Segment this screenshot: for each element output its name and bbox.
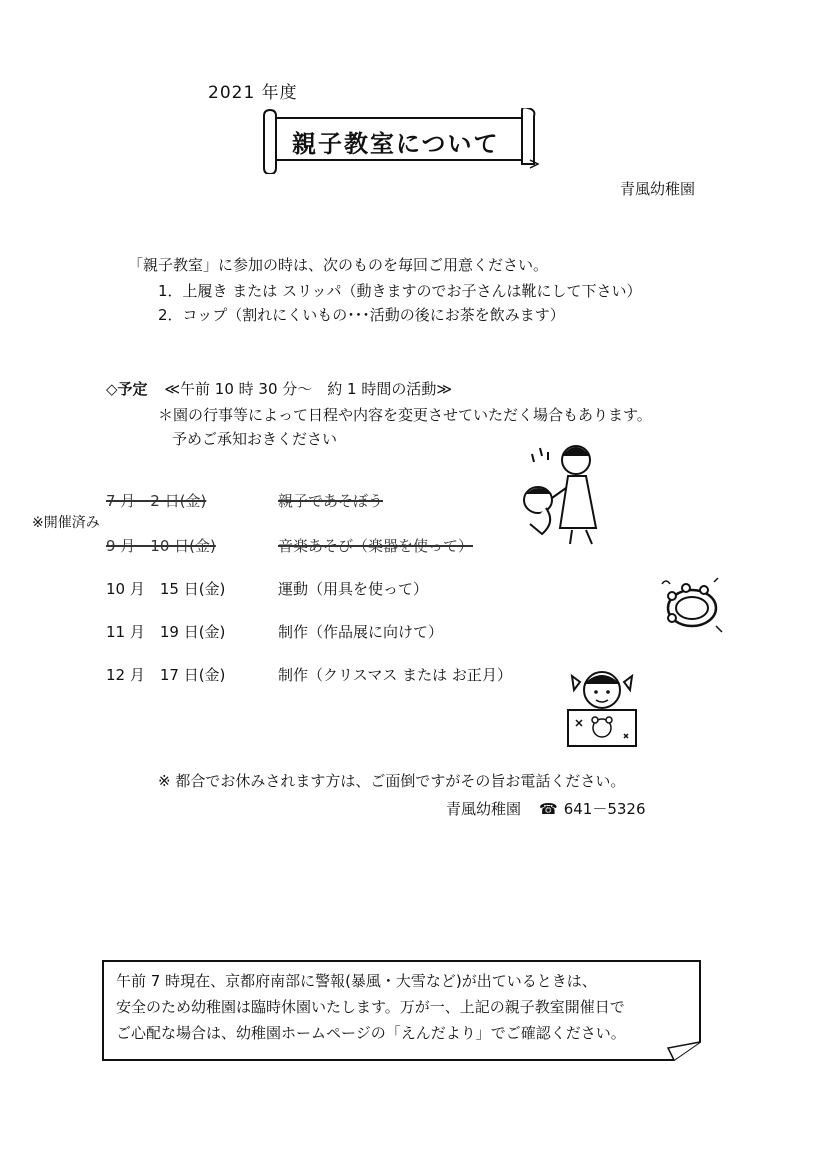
contact-line — [446, 798, 646, 819]
row-date: 7 月 2 日(金) — [106, 492, 207, 510]
row-activity: 制作（作品展に向けて） — [278, 623, 444, 641]
row-activity: 音楽あそび（楽器を使って） — [278, 537, 474, 555]
schedule-row-4 — [106, 621, 443, 642]
row-date: 9 月 10 日(金) — [106, 537, 216, 555]
organization-name: 青風幼稚園 — [620, 180, 696, 198]
row-activity: 運動（用具を使って） — [278, 580, 429, 598]
row-date: 10 月 15 日(金) — [106, 580, 226, 598]
schedule-row-1 — [106, 490, 383, 511]
schedule-row-3 — [106, 578, 428, 599]
contact-org: 青風幼稚園 — [446, 800, 522, 818]
row-date: 11 月 19 日(金) — [106, 623, 226, 641]
intro-lead: 「親子教室」に参加の時は、次のものを毎回ご用意ください。 — [128, 256, 549, 274]
schedule-time: ≪午前 10 時 30 分～ 約 1 時間の活動≫ — [164, 380, 453, 398]
schedule-heading — [106, 378, 452, 399]
item-cup: 2．コップ（割れにくいもの･･･活動の後にお茶を飲みます） — [158, 306, 565, 324]
notice-line-3: ご心配な場合は、幼稚園ホームページの「えんだより」でご確認ください。 — [116, 1024, 626, 1042]
tambourine-icon — [658, 574, 724, 634]
notice-line-1: 午前 7 時現在、京都府南部に警報(暴風・大雪など)が出ているときは、 — [116, 972, 597, 990]
contact-phone: 641－5326 — [563, 800, 646, 818]
fiscal-year: 2021 年度 — [208, 83, 298, 103]
schedule-row-2 — [106, 535, 473, 556]
held-mark: ※開催済み — [32, 515, 100, 531]
schedule-note-2: 予めご承知おきください — [172, 430, 338, 448]
absence-note: ※ 都合でお休みされます方は、ご面倒ですがその旨お電話ください。 — [158, 772, 626, 790]
page-title: 親子教室について — [292, 130, 500, 158]
schedule-note: ＊園の行事等によって日程や内容を変更させていただく場合もあります。 — [158, 406, 652, 424]
child-with-bear-picture-icon — [562, 664, 642, 750]
schedule-label: ◇予定 — [106, 380, 148, 398]
item-shoes: 1．上履き または スリッパ（動きますのでお子さんは靴にして下さい） — [158, 282, 642, 300]
row-activity: 親子であそぼう — [278, 492, 384, 510]
telephone-icon: ☎ — [539, 800, 558, 818]
schedule-row-5 — [106, 664, 512, 685]
row-date: 12 月 17 日(金) — [106, 666, 226, 684]
row-activity: 制作（クリスマス または お正月） — [278, 666, 512, 684]
parent-child-illustration-icon — [512, 438, 612, 548]
notice-line-2: 安全のため幼稚園は臨時休園いたします。万が一、上記の親子教室開催日で — [116, 998, 625, 1016]
